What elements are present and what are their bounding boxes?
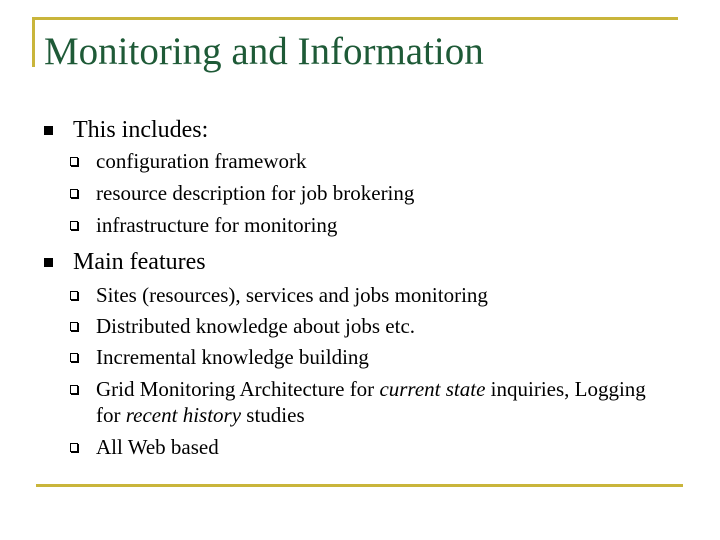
list-item-text: All Web based	[96, 435, 219, 459]
emphasis-text: recent history	[125, 403, 242, 427]
slide-title: Monitoring and Information	[44, 30, 484, 73]
text-run: studies	[241, 403, 305, 427]
hollow-square-bullet-icon	[70, 385, 78, 394]
hollow-square-bullet-icon	[70, 353, 78, 362]
list-item-text: infrastructure for monitoring	[96, 213, 338, 237]
frame-left-line	[32, 17, 35, 67]
list-item-text: Sites (resources), services and jobs monitoring	[96, 283, 488, 307]
square-bullet-icon	[44, 258, 53, 267]
hollow-square-bullet-icon	[70, 322, 78, 331]
emphasis-text: current state	[379, 377, 486, 401]
square-bullet-icon	[44, 126, 53, 135]
frame-bottom-line	[36, 484, 683, 487]
text-run: Grid Monitoring Architecture for	[96, 377, 380, 401]
section-heading-text: This includes:	[73, 117, 209, 143]
text-run: inquiries, Logging	[485, 377, 646, 401]
frame-top-line	[32, 17, 678, 20]
list-item-text: configuration framework	[96, 149, 307, 173]
text-run: for	[96, 403, 126, 427]
hollow-square-bullet-icon	[70, 189, 78, 198]
list-item-text: Incremental knowledge building	[96, 345, 369, 369]
hollow-square-bullet-icon	[70, 291, 78, 300]
hollow-square-bullet-icon	[70, 443, 78, 452]
hollow-square-bullet-icon	[70, 157, 78, 166]
hollow-square-bullet-icon	[70, 221, 78, 230]
list-item-text: resource description for job brokering	[96, 181, 415, 205]
list-item-text	[96, 376, 696, 428]
section-heading-text: Main features	[73, 249, 206, 275]
list-item-text: Distributed knowledge about jobs etc.	[96, 314, 416, 338]
